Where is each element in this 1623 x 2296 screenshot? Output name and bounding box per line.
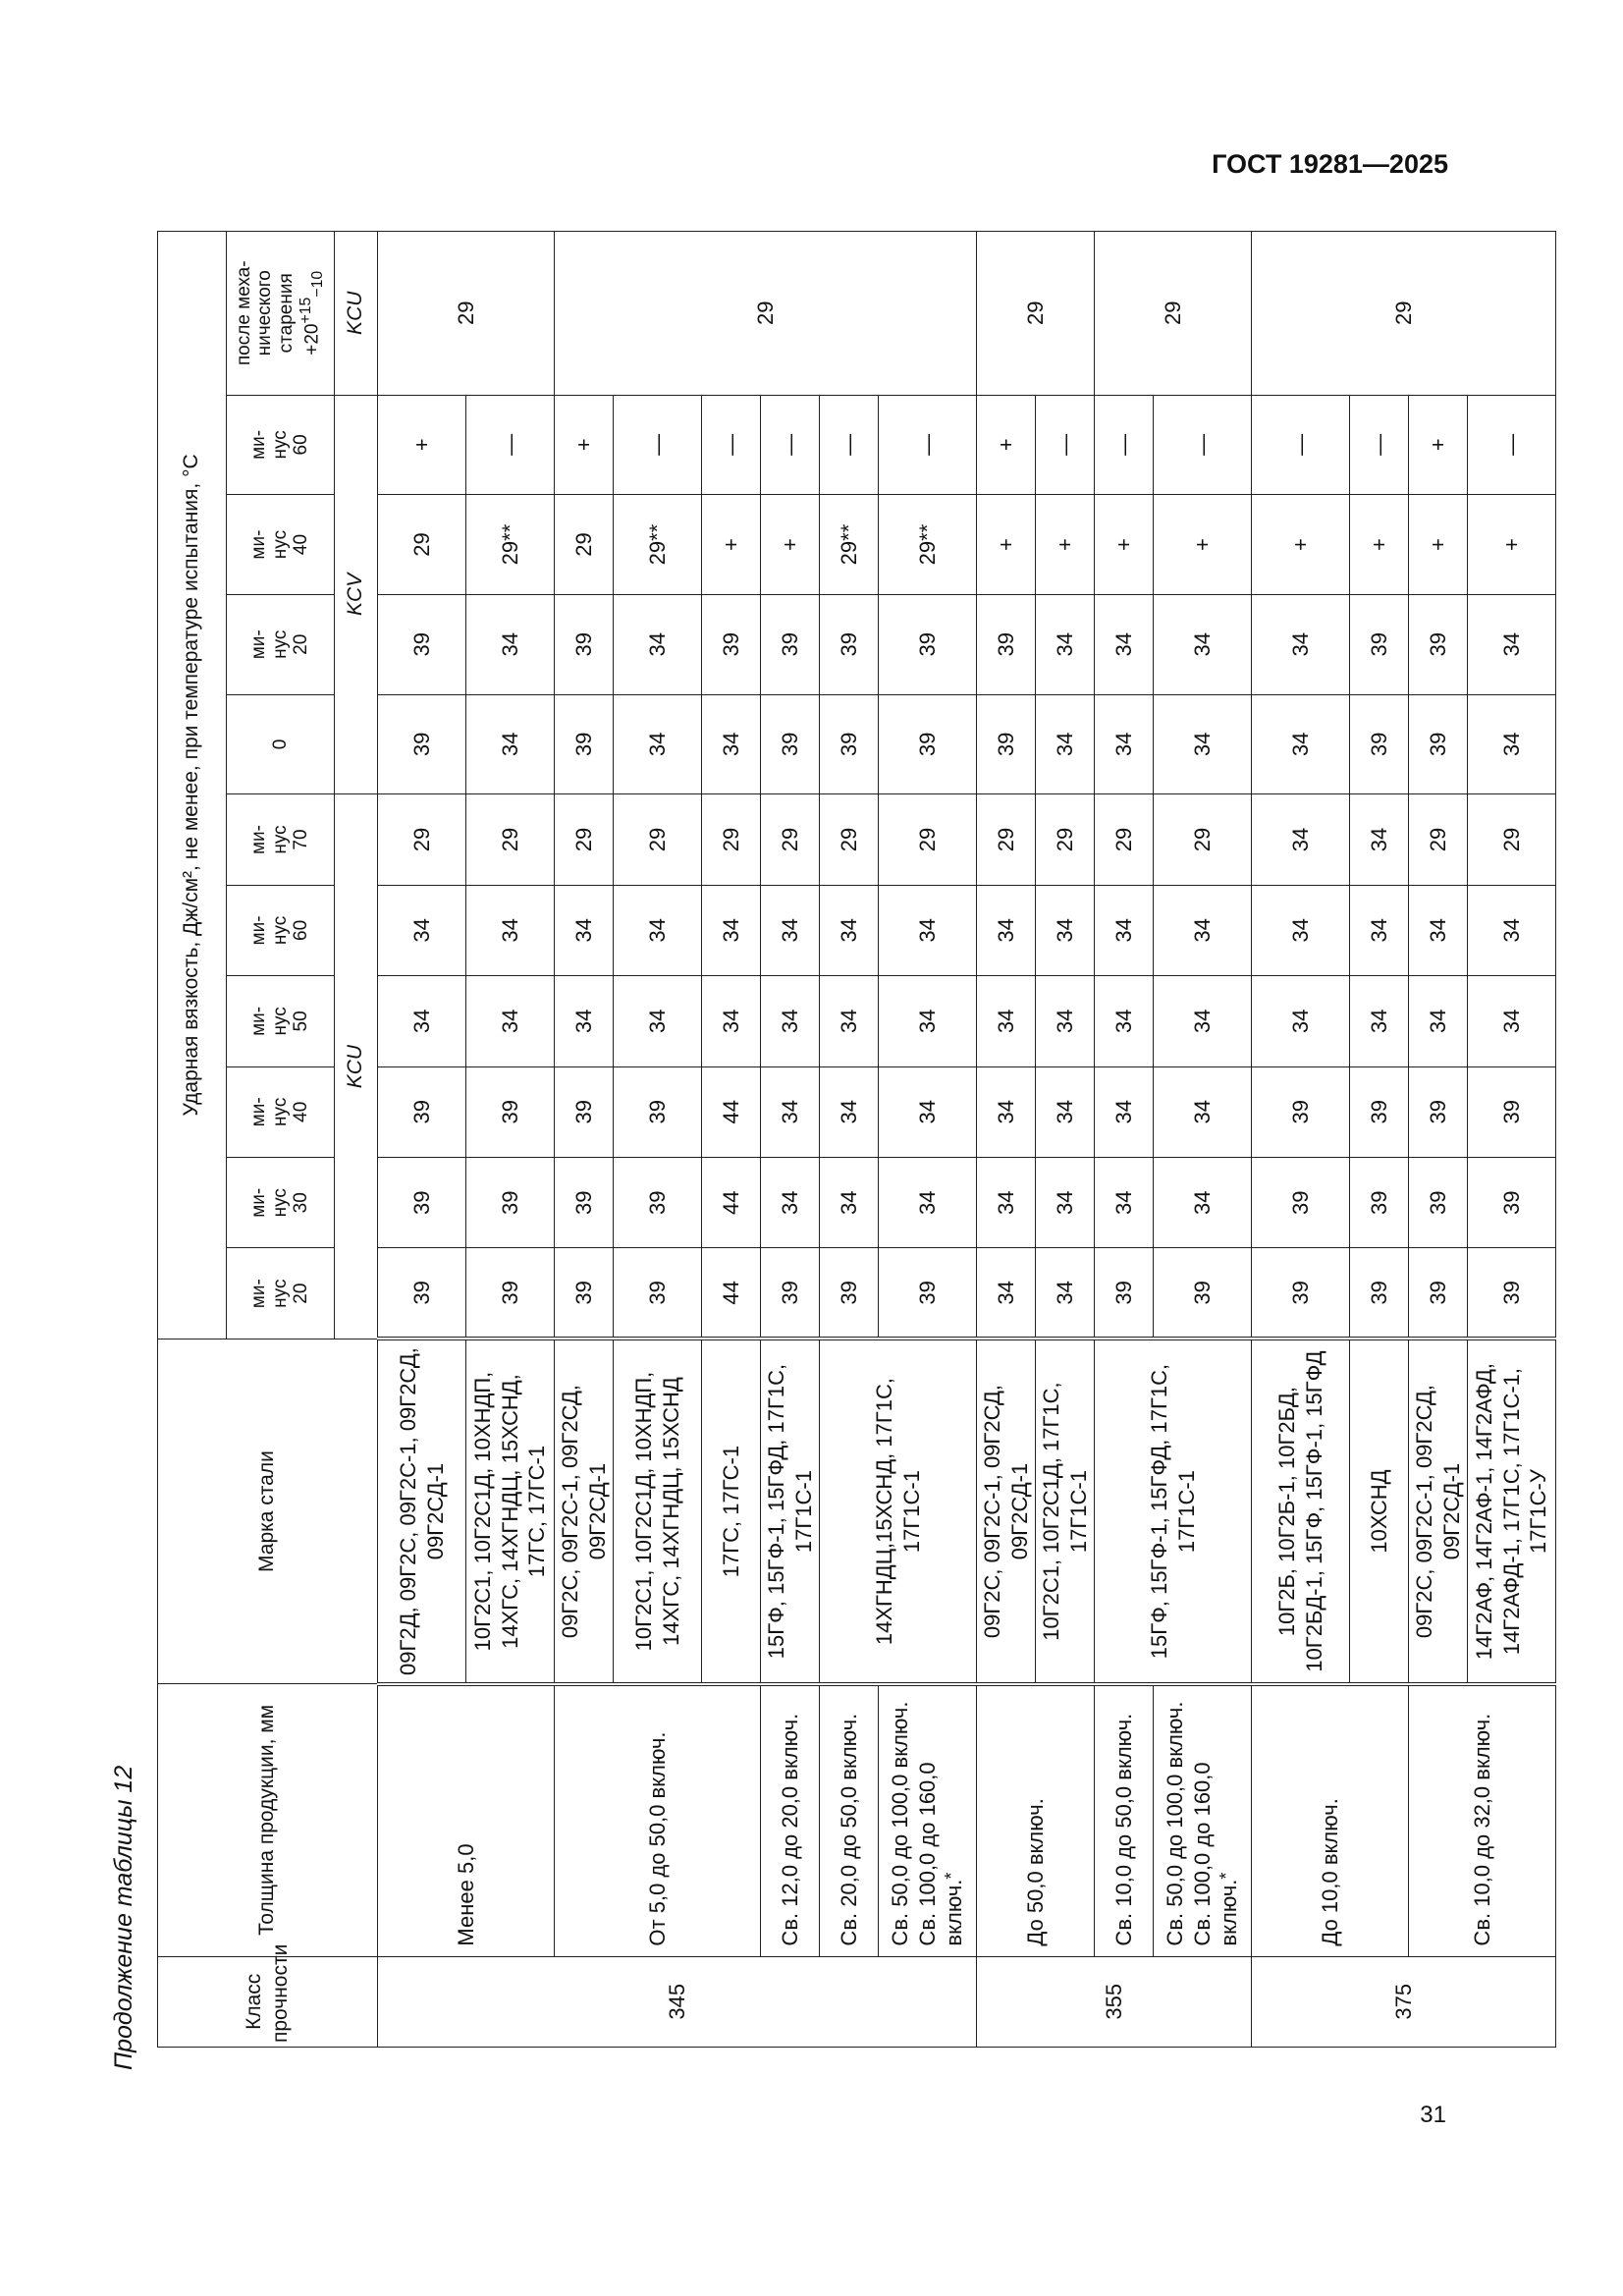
cell-steel-grade: 15ГФ, 15ГФ-1, 15ГФД, 17Г1С, 17Г1С-1: [1095, 1339, 1252, 1683]
header-temp: ми- нус 70: [227, 794, 335, 885]
table-row: [761, 232, 820, 2048]
cell-value: —: [820, 395, 879, 495]
cell-value: 39: [820, 594, 879, 694]
header-impact-group: Ударная вязкость, Дж/см², не менее, при температуре испытания, °С: [158, 232, 227, 1339]
cell-value: 29**: [820, 495, 879, 595]
cell-value: 34: [1154, 594, 1252, 694]
cell-value: 39: [555, 1248, 614, 1339]
cell-value: 34: [466, 976, 555, 1066]
rotated-table-container: [157, 231, 1551, 2048]
cell-value: 39: [820, 1248, 879, 1339]
cell-value: 34: [1409, 885, 1468, 975]
cell-value: 34: [1350, 885, 1409, 975]
header-temp: ми- нус 60: [227, 885, 335, 975]
cell-value: 34: [1036, 1066, 1095, 1157]
cell-value: 29: [761, 794, 820, 885]
cell-value: 34: [1154, 885, 1252, 975]
cell-value: 34: [1468, 976, 1556, 1066]
cell-value: 39: [1154, 1248, 1252, 1339]
cell-value: 39: [378, 694, 466, 794]
cell-value: 34: [1095, 1066, 1154, 1157]
cell-value: —: [466, 395, 555, 495]
cell-value: 34: [820, 976, 879, 1066]
cell-value: 34: [1036, 1248, 1095, 1339]
cell-value: 29: [820, 794, 879, 885]
cell-value: 39: [378, 1066, 466, 1157]
cell-value: 39: [1350, 1248, 1409, 1339]
cell-value: 29: [1409, 794, 1468, 885]
cell-steel-grade: 17ГС, 17ГС-1: [702, 1339, 761, 1683]
cell-value: —: [614, 395, 702, 495]
cell-strength-class: 375: [1252, 1956, 1556, 2047]
cell-value: 34: [1409, 976, 1468, 1066]
cell-thickness: Св. 12,0 до 20,0 включ.: [761, 1684, 820, 1956]
cell-value: 39: [1468, 1248, 1556, 1339]
cell-value: —: [702, 395, 761, 495]
table-row: [879, 232, 977, 2048]
cell-value: 34: [614, 594, 702, 694]
cell-value: 39: [1409, 1066, 1468, 1157]
cell-value: 34: [820, 1158, 879, 1248]
cell-value: 34: [1036, 1158, 1095, 1248]
cell-value: 44: [702, 1066, 761, 1157]
cell-value: 29: [977, 794, 1036, 885]
header-class: Класс прочности: [158, 1956, 378, 2047]
cell-thickness: До 50,0 включ.: [977, 1684, 1095, 1956]
cell-value: +: [761, 495, 820, 595]
header-temp: ми- нус 50: [227, 976, 335, 1066]
cell-thickness: До 10,0 включ.: [1252, 1684, 1409, 1956]
cell-thickness: Св. 20,0 до 50,0 включ.: [820, 1684, 879, 1956]
cell-value: 39: [1350, 1066, 1409, 1157]
header-temp: ми- нус 30: [227, 1158, 335, 1248]
header-temp: ми- нус 40: [227, 1066, 335, 1157]
cell-value: 34: [1468, 885, 1556, 975]
cell-value: 29**: [614, 495, 702, 595]
cell-steel-grade: 10ХСНД: [1350, 1339, 1409, 1683]
cell-value: 39: [1350, 594, 1409, 694]
cell-value: 34: [702, 976, 761, 1066]
page-number: 31: [1420, 2102, 1446, 2128]
table-row: [378, 232, 466, 2048]
cell-value: 34: [1350, 976, 1409, 1066]
impact-strength-table: [157, 231, 1556, 2048]
cell-value: 34: [1252, 885, 1350, 975]
cell-value: +: [1468, 495, 1556, 595]
cell-value: 39: [555, 1066, 614, 1157]
cell-value: 39: [466, 1158, 555, 1248]
cell-value: 29: [1468, 794, 1556, 885]
cell-steel-grade: 14ХГНДЦ,15ХСНД, 17Г1С, 17Г1С-1: [820, 1339, 977, 1683]
footnote-mark: *: [942, 1872, 962, 1880]
cell-value: 39: [555, 694, 614, 794]
cell-strength-class: 345: [378, 1956, 977, 2047]
table-row: [1252, 232, 1350, 2048]
cell-value: 34: [1350, 794, 1409, 885]
cell-value: 29: [1095, 794, 1154, 885]
cell-value: 34: [977, 1066, 1036, 1157]
cell-thickness: Менее 5,0: [378, 1684, 555, 1956]
cell-value: 34: [977, 976, 1036, 1066]
cell-value: 34: [1036, 694, 1095, 794]
cell-value: 39: [1350, 694, 1409, 794]
cell-value: 29: [1036, 794, 1095, 885]
cell-value: +: [1409, 395, 1468, 495]
cell-aging-value: 29: [1252, 232, 1556, 396]
cell-value: 34: [614, 694, 702, 794]
cell-value: 29: [555, 794, 614, 885]
cell-value: 29: [378, 794, 466, 885]
cell-value: 34: [1252, 976, 1350, 1066]
cell-value: 39: [1350, 1158, 1409, 1248]
cell-value: +: [378, 395, 466, 495]
cell-value: +: [1154, 495, 1252, 595]
cell-value: 34: [761, 1158, 820, 1248]
cell-value: 39: [378, 1248, 466, 1339]
header-temp: ми- нус 20: [227, 1248, 335, 1339]
cell-value: 34: [1252, 694, 1350, 794]
cell-aging-value: 29: [977, 232, 1095, 396]
header-kcu: KCU: [335, 794, 378, 1339]
table-row: [555, 232, 614, 2048]
cell-value: 29: [879, 794, 977, 885]
cell-value: 34: [1154, 976, 1252, 1066]
cell-thickness: Св. 10,0 до 50,0 включ.: [1095, 1684, 1154, 1956]
cell-value: 34: [1036, 594, 1095, 694]
cell-value: 39: [614, 1248, 702, 1339]
cell-value: 34: [378, 976, 466, 1066]
document-code: ГОСТ 19281—2025: [1212, 149, 1448, 179]
cell-value: 39: [820, 694, 879, 794]
cell-value: 34: [1095, 885, 1154, 975]
table-row: [1409, 232, 1468, 2048]
cell-steel-grade: 14Г2АФ, 14Г2АФ-1, 14Г2АФД, 14Г2АФД-1, 17Г1С, 17Г1С-1, 17Г1С-У: [1468, 1339, 1556, 1683]
cell-value: 34: [1252, 794, 1350, 885]
cell-value: 34: [1154, 1066, 1252, 1157]
cell-value: 39: [761, 594, 820, 694]
cell-value: +: [1252, 495, 1350, 595]
cell-strength-class: 355: [977, 1956, 1252, 2047]
cell-value: —: [1095, 395, 1154, 495]
cell-steel-grade: 10Г2С1, 10Г2С1Д, 10ХНДП, 14ХГС, 14ХГНДЦ, 15ХСНД: [614, 1339, 702, 1683]
cell-value: 34: [466, 594, 555, 694]
cell-value: 29**: [466, 495, 555, 595]
cell-value: 39: [614, 1066, 702, 1157]
cell-value: 39: [555, 594, 614, 694]
cell-thickness: Св. 50,0 до 100,0 включ. Св. 100,0 до 160,0 включ.*: [1154, 1684, 1252, 1956]
cell-value: 34: [761, 1066, 820, 1157]
cell-value: 34: [1095, 594, 1154, 694]
cell-value: 39: [1095, 1248, 1154, 1339]
cell-value: 39: [1409, 1248, 1468, 1339]
cell-thickness: От 5,0 до 50,0 включ.: [555, 1684, 761, 1956]
cell-value: 34: [879, 1066, 977, 1157]
cell-value: 39: [879, 694, 977, 794]
header-temp: ми- нус 20: [227, 594, 335, 694]
cell-value: +: [1409, 495, 1468, 595]
cell-value: —: [1252, 395, 1350, 495]
cell-value: 34: [614, 976, 702, 1066]
cell-value: 34: [378, 885, 466, 975]
cell-aging-value: 29: [378, 232, 555, 396]
cell-value: 44: [702, 1248, 761, 1339]
table-caption: Продолжение таблицы 12: [110, 1765, 137, 2070]
cell-value: 29**: [879, 495, 977, 595]
cell-value: 29: [614, 794, 702, 885]
cell-value: 39: [1252, 1248, 1350, 1339]
cell-value: 39: [1409, 594, 1468, 694]
cell-value: 34: [466, 694, 555, 794]
cell-value: 34: [1154, 694, 1252, 794]
cell-value: 34: [702, 885, 761, 975]
header-kcu-aging: KCU: [335, 232, 378, 396]
cell-value: 29: [1154, 794, 1252, 885]
cell-steel-grade: 10Г2С1, 10Г2С1Д, 10ХНДП, 14ХГС, 14ХГНДЦ, 15ХСНД, 17ГС, 17ГС-1: [466, 1339, 555, 1683]
cell-value: 39: [555, 1158, 614, 1248]
header-kcv: KCV: [335, 395, 378, 794]
cell-value: 34: [1154, 1158, 1252, 1248]
cell-value: 34: [1252, 594, 1350, 694]
cell-value: 34: [761, 885, 820, 975]
cell-value: +: [977, 395, 1036, 495]
table-row: [820, 232, 879, 2048]
cell-value: 34: [1468, 694, 1556, 794]
cell-value: 34: [466, 885, 555, 975]
cell-steel-grade: 09Г2Д, 09Г2С, 09Г2С-1, 09Г2СД, 09Г2СД-1: [378, 1339, 466, 1683]
cell-value: —: [761, 395, 820, 495]
cell-value: 29: [555, 495, 614, 595]
cell-value: 34: [614, 885, 702, 975]
cell-value: 39: [977, 694, 1036, 794]
cell-value: 39: [702, 594, 761, 694]
cell-value: 34: [1095, 694, 1154, 794]
cell-value: 34: [555, 976, 614, 1066]
header-temp: 0: [227, 694, 335, 794]
cell-value: 34: [761, 976, 820, 1066]
header-thickness: Толщина продукции, мм: [158, 1684, 378, 1956]
cell-value: 29: [378, 495, 466, 595]
cell-steel-grade: 10Г2С1, 10Г2С1Д, 17Г1С, 17Г1С-1: [1036, 1339, 1095, 1683]
cell-value: 34: [1468, 594, 1556, 694]
table-row: [1154, 232, 1252, 2048]
cell-value: 39: [1409, 1158, 1468, 1248]
cell-value: 39: [1409, 694, 1468, 794]
cell-value: 34: [820, 1066, 879, 1157]
cell-steel-grade: 10Г2Б, 10Г2Б-1, 10Г2БД, 10Г2БД-1, 15ГФ, 15ГФ-1, 15ГФД: [1252, 1339, 1350, 1683]
cell-value: 34: [555, 885, 614, 975]
cell-value: 34: [977, 885, 1036, 975]
cell-value: —: [1154, 395, 1252, 495]
cell-value: 29: [702, 794, 761, 885]
cell-value: 34: [879, 885, 977, 975]
cell-value: 34: [1095, 1158, 1154, 1248]
cell-value: 34: [879, 976, 977, 1066]
cell-thickness: Св. 50,0 до 100,0 включ. Св. 100,0 до 160,0 включ.*: [879, 1684, 977, 1956]
cell-value: 44: [702, 1158, 761, 1248]
cell-thickness: Св. 10,0 до 32,0 включ.: [1409, 1684, 1556, 1956]
cell-value: 34: [1036, 976, 1095, 1066]
header-aging: после меха- нического старения $+20^{+15}_{-10}$: [227, 232, 335, 396]
cell-value: 39: [879, 594, 977, 694]
cell-value: 39: [977, 594, 1036, 694]
cell-value: —: [1350, 395, 1409, 495]
cell-value: 39: [378, 594, 466, 694]
cell-value: 34: [1095, 976, 1154, 1066]
table-row: [1095, 232, 1154, 2048]
cell-value: 39: [466, 1066, 555, 1157]
cell-value: +: [1036, 495, 1095, 595]
cell-steel-grade: 09Г2С, 09Г2С-1, 09Г2СД, 09Г2СД-1: [977, 1339, 1036, 1683]
cell-value: 39: [1468, 1066, 1556, 1157]
cell-value: 34: [977, 1158, 1036, 1248]
cell-value: 39: [466, 1248, 555, 1339]
cell-value: 39: [761, 1248, 820, 1339]
cell-value: +: [555, 395, 614, 495]
cell-steel-grade: 09Г2С, 09Г2С-1, 09Г2СД, 09Г2СД-1: [555, 1339, 614, 1683]
cell-value: —: [1468, 395, 1556, 495]
header-temp: ми- нус 60: [227, 395, 335, 495]
cell-value: 39: [1252, 1158, 1350, 1248]
cell-steel-grade: 09Г2С, 09Г2С-1, 09Г2СД, 09Г2СД-1: [1409, 1339, 1468, 1683]
table-row: [977, 232, 1036, 2048]
footnote-mark: *: [1217, 1872, 1237, 1880]
cell-value: 39: [614, 1158, 702, 1248]
header-grade: Марка стали: [158, 1339, 378, 1683]
cell-value: +: [1095, 495, 1154, 595]
cell-steel-grade: 15ГФ, 15ГФ-1, 15ГФД, 17Г1С, 17Г1С-1: [761, 1339, 820, 1683]
cell-value: 39: [879, 1248, 977, 1339]
cell-value: 34: [820, 885, 879, 975]
cell-value: 34: [1036, 885, 1095, 975]
cell-value: 39: [1468, 1158, 1556, 1248]
cell-aging-value: 29: [555, 232, 977, 396]
cell-value: —: [1036, 395, 1095, 495]
header-temp: ми- нус 40: [227, 495, 335, 595]
cell-value: 39: [378, 1158, 466, 1248]
cell-value: 34: [977, 1248, 1036, 1339]
cell-aging-value: 29: [1095, 232, 1252, 396]
cell-value: +: [702, 495, 761, 595]
cell-value: 34: [879, 1158, 977, 1248]
cell-value: 39: [1252, 1066, 1350, 1157]
cell-value: 39: [761, 694, 820, 794]
cell-value: +: [977, 495, 1036, 595]
cell-value: 34: [702, 694, 761, 794]
cell-value: 29: [466, 794, 555, 885]
cell-value: —: [879, 395, 977, 495]
cell-value: +: [1350, 495, 1409, 595]
